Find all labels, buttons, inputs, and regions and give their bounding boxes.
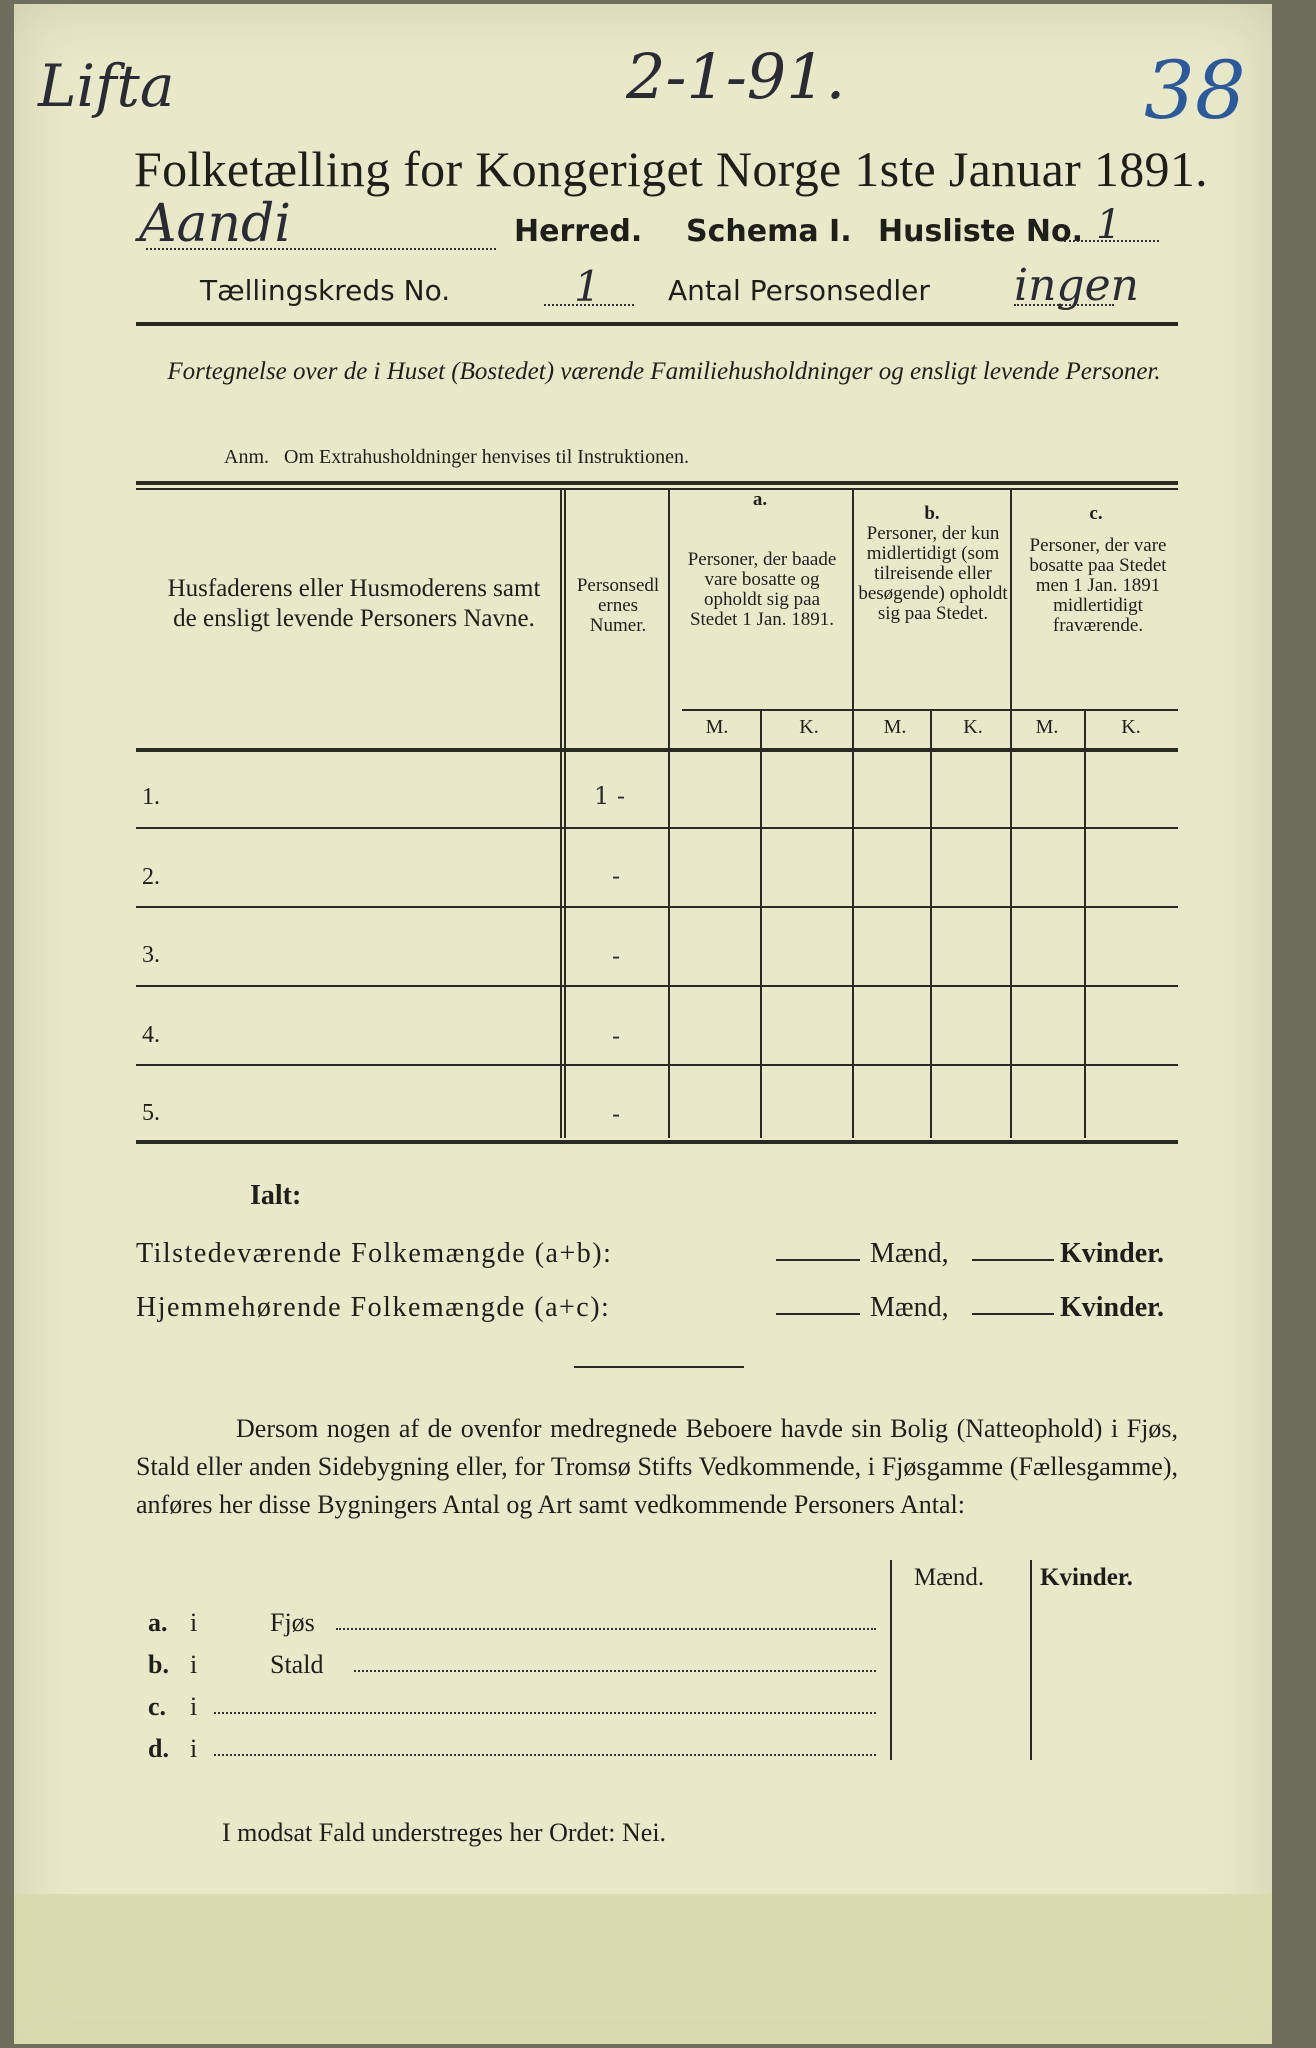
col-b-m-label: M.	[883, 716, 907, 738]
row-5-value: -	[612, 1100, 621, 1128]
col-divider-a	[852, 488, 854, 1138]
buildings-col-women: Kvinder.	[1040, 1564, 1133, 1591]
schema-label: Schema I.	[686, 214, 852, 249]
table-top-rule	[136, 481, 1178, 485]
col-b-k-label: K.	[963, 716, 983, 738]
antal-value: ingen	[1014, 260, 1139, 311]
section-divider	[574, 1366, 744, 1368]
row-2-value: -	[612, 862, 621, 890]
footer-note: I modsat Fald understreges her Ordet: Nei.	[222, 1818, 667, 1847]
col-header-c-letter: c.	[1089, 503, 1103, 524]
col-header-a-letter: a.	[752, 489, 768, 510]
building-b-prep: i	[190, 1650, 198, 1679]
resident-women-blank	[972, 1313, 1054, 1315]
present-women-label: Kvinder.	[1060, 1238, 1164, 1269]
row-2-rule	[136, 906, 1178, 908]
header-rule	[136, 322, 1178, 326]
present-men-label: Mænd,	[870, 1238, 949, 1269]
buildings-col-men: Mænd.	[914, 1564, 985, 1591]
row-3-rule	[136, 985, 1178, 987]
building-b-letter: b.	[148, 1650, 169, 1679]
husliste-value: 1	[1096, 202, 1122, 248]
table-top-rule-inner	[136, 488, 1178, 490]
building-a-dots	[336, 1628, 876, 1630]
col-header-a: Personer, der baade vare bosatte og opholdt sig paa Stedet 1 Jan. 1891.	[687, 549, 837, 630]
col-divider-name-inner	[564, 488, 566, 1138]
present-population-label: Tilstedeværende Folkemængde (a+b):	[136, 1238, 613, 1269]
present-men-blank	[776, 1259, 860, 1261]
col-c-m-label: M.	[1035, 716, 1059, 738]
buildings-col-divider-1	[890, 1560, 892, 1760]
table-bottom-rule	[136, 1140, 1178, 1144]
building-c-prep: i	[190, 1692, 198, 1721]
table-header-rule	[136, 748, 1178, 752]
row-4-rule	[136, 1064, 1178, 1066]
row-4-value: -	[612, 1022, 621, 1050]
herred-label: Herred.	[514, 214, 643, 249]
present-women-blank	[972, 1259, 1054, 1261]
building-c-letter: c.	[148, 1692, 167, 1721]
col-divider-name	[560, 488, 562, 1138]
row-3-number: 3.	[142, 942, 160, 968]
buildings-paragraph: Dersom nogen af de ovenfor medregnede Beboere havde sin Bolig (Natteophold) i Fjøs, Stald eller anden Sidebygning eller, for Tromsø Stifts Vedkommende, i Fjøsgamme (Fællesgamme), anføres her disse Bygningers Antal og Art samt vedkommende Personers Antal:	[136, 1414, 1178, 1519]
col-a-k-label: K.	[799, 716, 819, 738]
building-d-letter: d.	[148, 1734, 169, 1763]
intro-heading: Fortegnelse over de i Huset (Bostedet) værende Familiehusholdninger og ensligt levende Personer.	[167, 358, 1161, 385]
building-d-dots	[214, 1754, 876, 1756]
col-header-b: Personer, der kun midlertidigt (som tilreisende eller besøgende) opholdt sig paa Stedet.	[858, 523, 1008, 624]
row-4-number: 4.	[142, 1022, 160, 1048]
row-1-number: 1.	[142, 784, 160, 810]
census-form-page	[14, 4, 1272, 2044]
resident-men-blank	[776, 1313, 860, 1315]
intro-note: Anm. Om Extrahusholdninger henvises til Instruktionen.	[224, 446, 689, 468]
kreds-label: Tællingskreds No.	[200, 274, 451, 307]
row-2-number: 2.	[142, 864, 160, 890]
annotation-top-left: Lifta	[38, 52, 175, 120]
col-header-c: Personer, der vare bosatte paa Stedet men 1 Jan. 1891 midlertidigt fraværende.	[1029, 535, 1167, 636]
row-5-number: 5.	[142, 1100, 160, 1126]
col-a-m-label: M.	[705, 716, 729, 738]
husliste-label: Husliste No.	[878, 214, 1083, 249]
col-header-name: Husfaderens eller Husmoderens samt de ensligt levende Personers Navne.	[167, 575, 541, 632]
resident-men-label: Mænd,	[870, 1292, 949, 1323]
col-divider-a-mk	[760, 709, 762, 1138]
buildings-col-divider-2	[1030, 1560, 1032, 1760]
herred-value: Aandi	[139, 194, 291, 254]
col-divider-number	[668, 488, 670, 1138]
ialt-label: Ialt:	[250, 1180, 302, 1211]
building-a-letter: a.	[148, 1608, 168, 1637]
building-b-dots	[354, 1670, 876, 1672]
resident-population-label: Hjemmehørende Folkemængde (a+c):	[136, 1292, 611, 1323]
building-a-prep: i	[190, 1608, 198, 1637]
col-divider-b	[1010, 488, 1012, 1138]
annotation-page-number: 38	[1144, 44, 1246, 137]
col-divider-b-mk	[930, 709, 932, 1138]
antal-label: Antal Personsedler	[668, 274, 930, 307]
col-divider-c-mk	[1084, 709, 1086, 1138]
row-3-value: -	[612, 942, 621, 970]
mk-header-rule	[682, 709, 1178, 711]
building-d-prep: i	[190, 1734, 198, 1763]
col-header-b-letter: b.	[924, 503, 940, 524]
building-c-dots	[214, 1712, 876, 1714]
resident-women-label: Kvinder.	[1060, 1292, 1164, 1323]
row-1-value: 1 -	[594, 782, 626, 810]
annotation-date: 2-1-91.	[626, 40, 846, 113]
col-c-k-label: K.	[1121, 716, 1141, 738]
form-title: Folketælling for Kongeriget Norge 1ste Januar 1891.	[134, 141, 1208, 197]
building-a-label: Fjøs	[270, 1608, 315, 1637]
col-header-number: Personsedlernes Numer.	[576, 575, 660, 636]
paper-bottom-strip	[14, 1894, 1272, 2044]
kreds-value: 1	[574, 262, 601, 311]
building-b-label: Stald	[270, 1650, 324, 1679]
row-1-rule	[136, 827, 1178, 829]
